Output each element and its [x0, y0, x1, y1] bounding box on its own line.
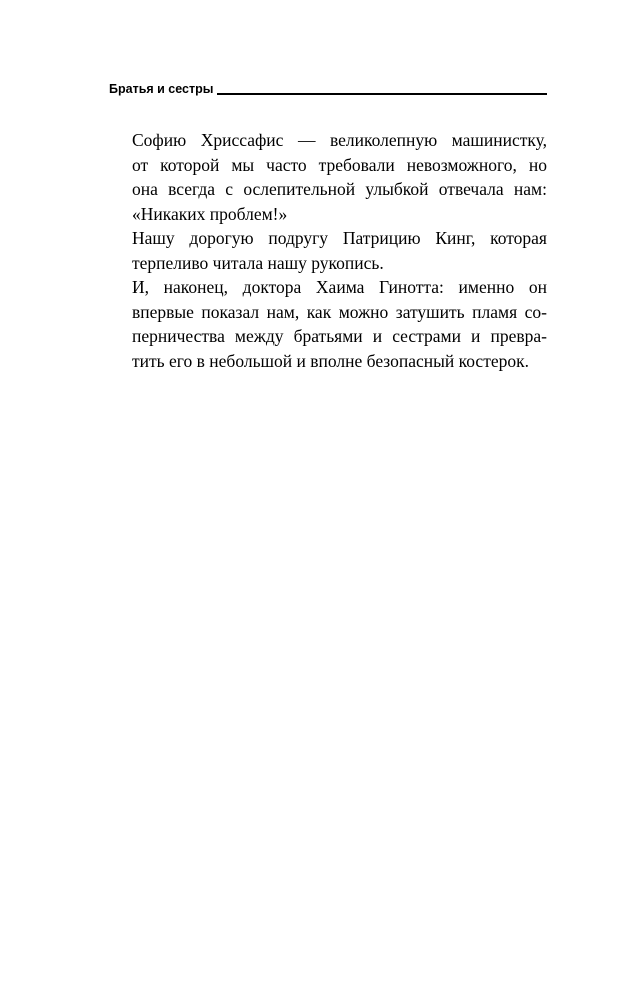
- text-line: перничества между братьями и сестрами и превра-: [132, 326, 547, 346]
- paragraph-acknowledgement-typist: [109, 128, 547, 226]
- text-line: Нашу дорогую подругу Патрицию Кинг, которая: [132, 228, 547, 248]
- running-head-title: Братья и сестры: [109, 82, 214, 96]
- text-line: Софию Хриссафис — великолепную машинистку,: [132, 130, 547, 150]
- text-line: тить его в небольшой и вполне безопасный костерок.: [132, 350, 529, 371]
- body-text: [109, 128, 547, 373]
- text-line: впервые показал нам, как можно затушить пламя со-: [132, 301, 547, 322]
- running-head: [109, 82, 547, 96]
- text-line: от которой мы часто требовали невозможного, но: [132, 154, 547, 175]
- text-line: И, наконец, доктора Хаима Гинотта: именно он: [132, 277, 547, 297]
- paragraph-acknowledgement-ginott: [109, 275, 547, 373]
- text-line: «Никаких проблем!»: [132, 203, 288, 224]
- paragraph-acknowledgement-friend: [109, 226, 547, 275]
- running-head-rule: [217, 93, 547, 95]
- text-line: она всегда с ослепительной улыбкой отвечала нам:: [132, 179, 547, 199]
- text-line: терпеливо читала нашу рукопись.: [132, 252, 384, 273]
